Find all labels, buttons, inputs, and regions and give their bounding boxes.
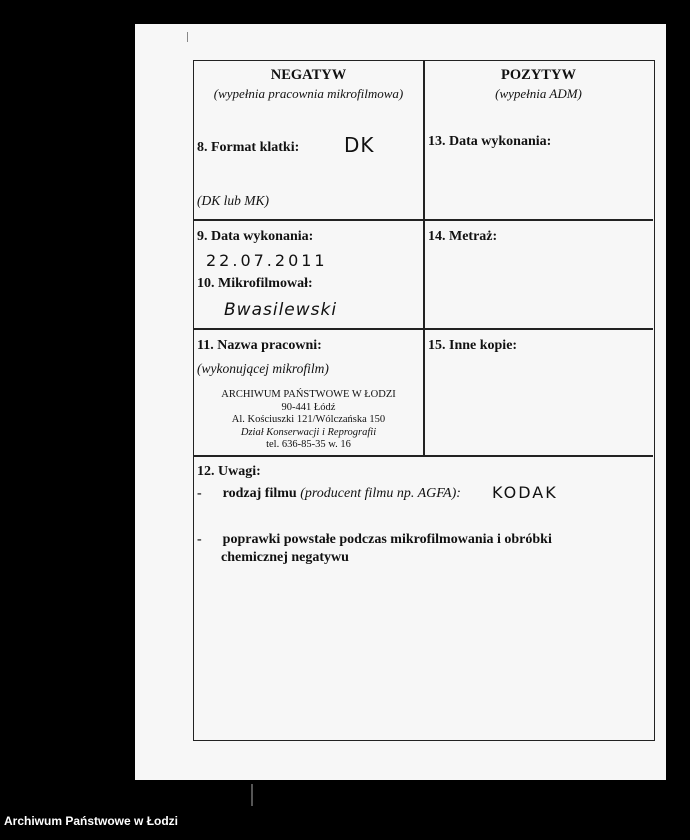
film-type-hint: (producent filmu np. AGFA): xyxy=(300,486,461,501)
negatyw-title: NEGATYW xyxy=(270,67,347,83)
film-type-value: KODAK xyxy=(492,483,558,502)
filmer-signature: Bwasilewski xyxy=(224,300,338,320)
film-type-label: rodzaj filmu xyxy=(222,486,297,501)
stamp-line: 90-441 Łódź xyxy=(281,401,336,413)
archive-footer: Archiwum Państwowe w Łodzi xyxy=(4,814,179,828)
corrections-text-2: chemicznej negatywu xyxy=(221,550,349,565)
copies-label: 15. Inne kopie: xyxy=(428,338,518,353)
lab-cell xyxy=(194,329,423,455)
scan-tick xyxy=(251,784,253,806)
corrections-line xyxy=(197,532,552,548)
remarks-cell xyxy=(194,457,653,740)
corrections-line-2 xyxy=(221,550,349,566)
length-label: 14. Metraż: xyxy=(428,229,498,244)
pozytyw-subtitle: (wypełnia ADM) xyxy=(495,86,582,101)
copies-cell xyxy=(424,329,653,455)
stamp-line: Dział Konserwacji i Reprografii xyxy=(240,426,377,438)
film-type-line xyxy=(197,486,461,502)
filmer-label: 10. Mikrofilmował: xyxy=(197,276,313,291)
stamp-line: ARCHIWUM PAŃSTWOWE W ŁODZI xyxy=(221,389,396,400)
pozytyw-cell xyxy=(424,61,653,219)
format-hint: (DK lub MK) xyxy=(197,193,269,208)
date-label: 9. Data wykonania: xyxy=(197,229,314,244)
stamp-line: tel. 636-85-35 w. 16 xyxy=(266,439,351,450)
archive-stamp xyxy=(194,389,423,452)
negatyw-subtitle: (wypełnia pracownia mikrofilmowa) xyxy=(213,86,404,101)
length-cell xyxy=(424,220,653,328)
lab-label: 11. Nazwa pracowni: xyxy=(197,338,322,353)
remarks-label: 12. Uwagi: xyxy=(197,464,261,479)
scan-mark xyxy=(187,32,188,42)
format-label: 8. Format klatki: xyxy=(197,140,300,155)
stamp-line: Al. Kościuszki 121/Wólczańska 150 xyxy=(231,414,386,425)
lab-hint: (wykonującej mikrofilm) xyxy=(197,361,329,376)
pozytyw-date-label: 13. Data wykonania: xyxy=(428,134,552,149)
document-sheet xyxy=(135,24,666,780)
bullet-dash: - xyxy=(197,486,202,501)
corrections-text-1: poprawki powstałe podczas mikrofilmowania i obróbki xyxy=(222,532,552,547)
date-filmer-cell xyxy=(194,220,423,328)
negatyw-cell xyxy=(194,61,423,219)
bullet-dash: - xyxy=(197,532,202,547)
date-value: 22.07.2011 xyxy=(206,251,328,270)
format-value: DK xyxy=(344,133,375,157)
pozytyw-title: POZYTYW xyxy=(501,67,576,83)
microfilm-form-table xyxy=(193,60,655,741)
